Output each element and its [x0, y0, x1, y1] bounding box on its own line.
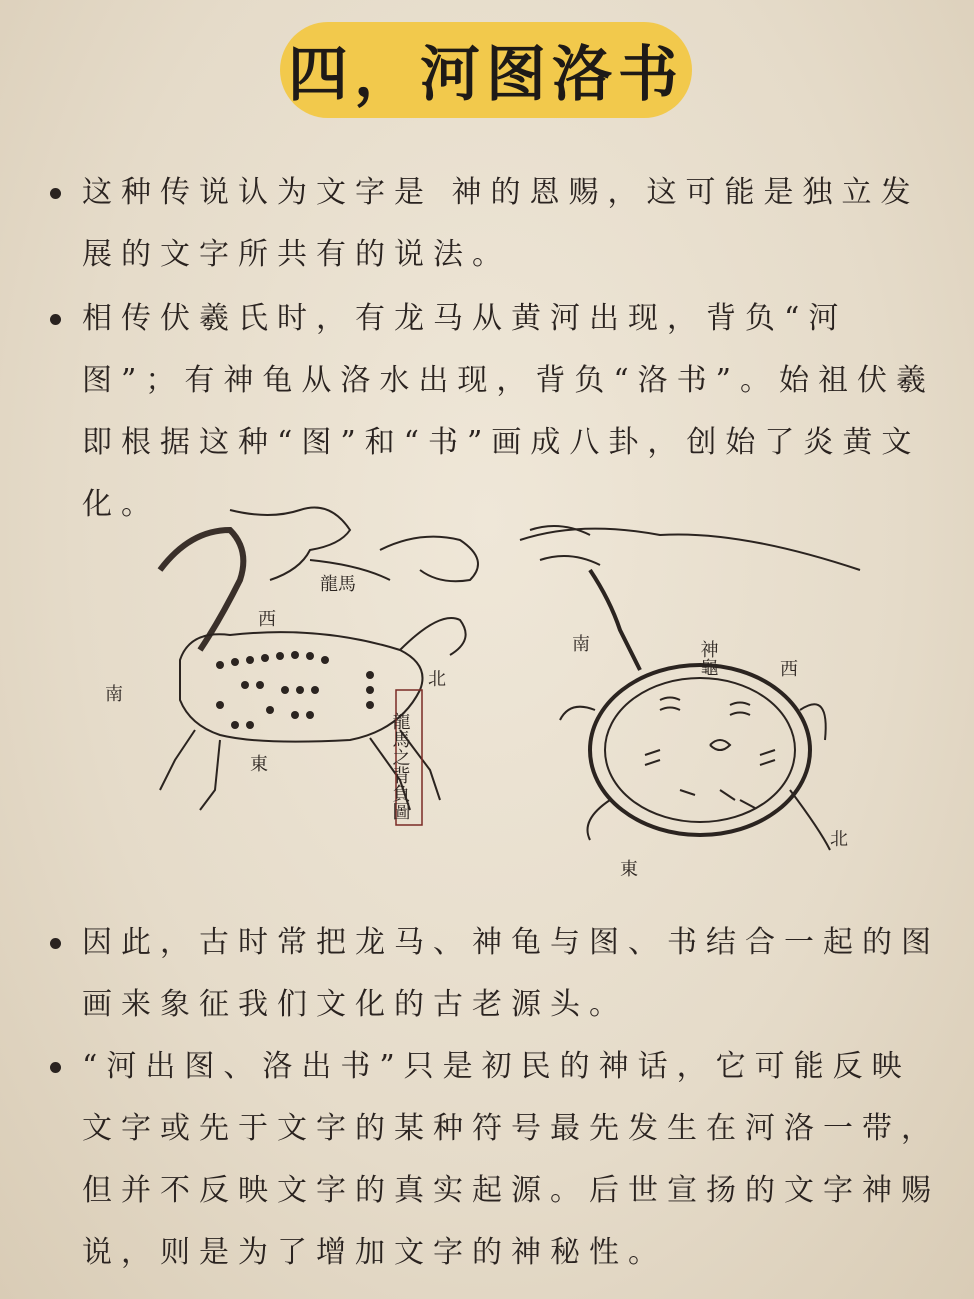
direction-label: 西: [780, 659, 798, 680]
hetu-luoshu-illustration: [100, 490, 880, 890]
bullet-icon: [50, 188, 61, 199]
bullet-icon: [50, 938, 61, 949]
bullet-icon: [50, 1062, 61, 1073]
dragon-horse-dots: [216, 651, 374, 729]
list-item: [82, 1036, 942, 1284]
paragraph-text: 相传伏羲氏时，有龙马从黄河出现，背负“河图”；有神龟从洛水出现，背负“洛书”。始祖伏羲即根据这种“图”和“书”画成八卦，创始了炎黄文化。: [82, 301, 936, 522]
direction-label: 北: [428, 669, 446, 690]
direction-label: 北: [830, 829, 848, 850]
direction-label: 南: [572, 634, 590, 655]
dragon-horse-drawing: [160, 508, 478, 811]
paragraph-text: 这种传说认为文字是 神的恩赐，这可能是独立发展的文字所共有的说法。: [82, 175, 920, 272]
direction-label: 南: [105, 684, 123, 705]
dragon-horse-label: 龍馬: [320, 574, 356, 595]
dragon-horse-caption: 龍馬之背負圖: [389, 712, 411, 820]
paragraph-text: 因此，古时常把龙马、神龟与图、书结合一起的图画来象征我们文化的古老源头。: [82, 925, 940, 1022]
title-banner: [280, 22, 692, 118]
paragraph-text: “河出图、洛出书”只是初民的神话，它可能反映文字或先于文字的某种符号最先发生在河洛一带，但并不反映文字的真实起源。后世宣扬的文字神赐说，则是为了增加文字的神秘性。: [82, 1049, 940, 1270]
list-item: [82, 162, 942, 286]
turtle-drawing: [520, 526, 860, 850]
bullet-icon: [50, 314, 61, 325]
turtle-label: 神龜: [697, 640, 719, 676]
list-item: [82, 912, 942, 1036]
direction-label: 東: [250, 754, 268, 775]
page-title: 四，河图洛书: [288, 40, 684, 110]
direction-label: 西: [258, 609, 276, 630]
direction-label: 東: [620, 859, 638, 880]
